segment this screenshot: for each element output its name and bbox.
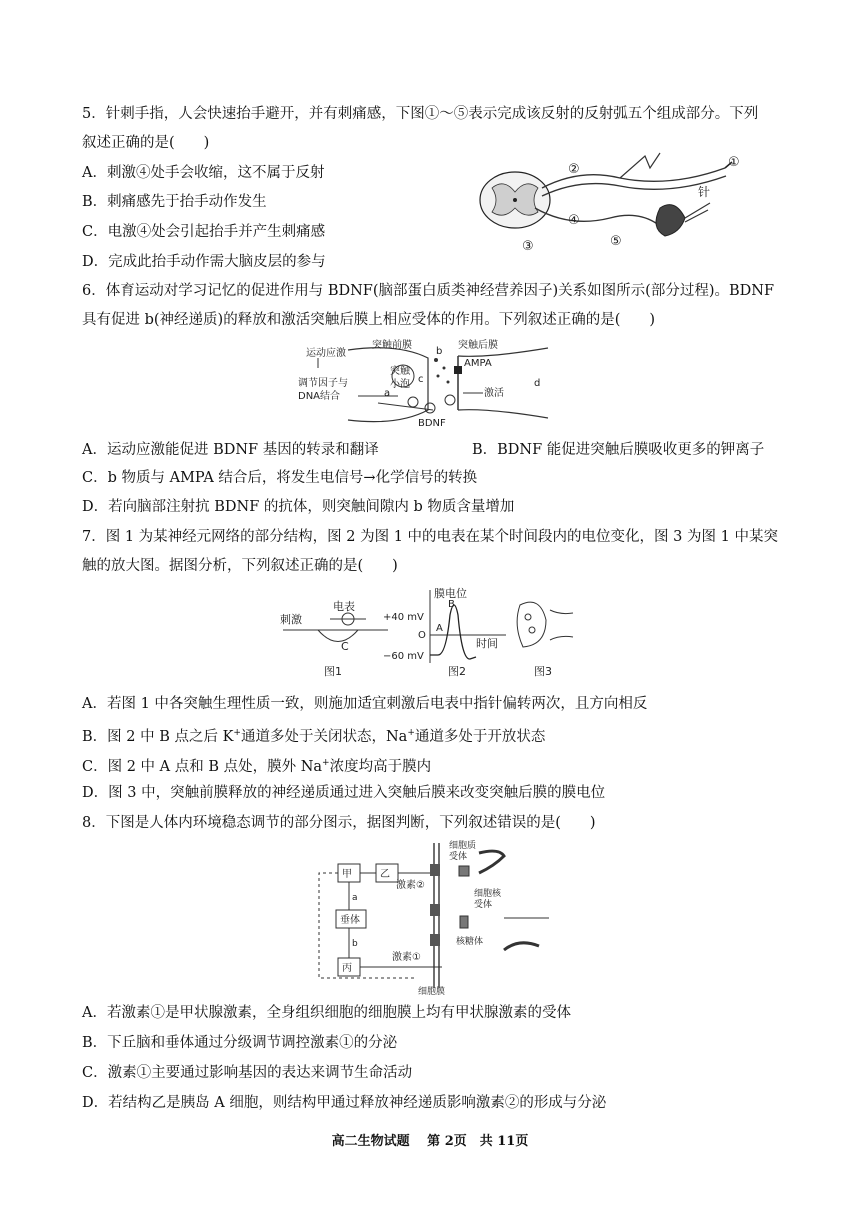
q6-label-regulator2: DNA结合 (298, 391, 341, 402)
q5-stem-line2: 叙述正确的是( ) (82, 135, 210, 151)
q7-option-b: B．图 2 中 B 点之后 K+通道多处于关闭状态，Na+通道多处于开放状态 (82, 728, 546, 745)
q8-label-pituitary: 垂体 (340, 915, 360, 926)
q7-label-point-b: B (448, 599, 455, 610)
q6-label-a: a (384, 388, 391, 399)
q6-label-b: b (436, 346, 443, 357)
q5-option-c: C．电激④处会引起抬手并产生刺痛感 (82, 224, 326, 240)
q8-label-nuc1: 细胞核 (474, 889, 502, 899)
q5-option-a: A．刺激④处手会收缩，这不属于反射 (82, 165, 325, 181)
q7-label-fig3: 图3 (534, 665, 552, 678)
q6-stem-line2: 具有促进 b(神经递质)的释放和激活突触后膜上相应受体的作用。下列叙述正确的是( ) (82, 312, 656, 328)
q6-label-d: d (534, 378, 541, 389)
q5-option-d: D．完成此抬手动作需大脑皮层的参与 (82, 254, 326, 270)
q8-option-a: A．若激素①是甲状腺激素，全身组织细胞的细胞膜上均有甲状腺激素的受体 (82, 1005, 571, 1021)
q6-label-vesicle2: 小泡 (390, 379, 410, 390)
q7-label-point-a: A (436, 623, 443, 634)
q5-label-5: ⑤ (610, 234, 622, 249)
q8-label-yi: 乙 (380, 869, 390, 880)
q8-label-membrane: 细胞膜 (418, 987, 446, 997)
page-footer: 高二生物试题 第 2页 共 11页 (331, 1134, 529, 1149)
q5-label-3: ③ (522, 239, 534, 254)
q8-label-cyto1: 细胞质 (449, 841, 477, 851)
q7-label-zero: O (418, 630, 426, 641)
q6-label-c: c (418, 374, 424, 385)
q7-option-c: C．图 2 中 A 点和 B 点处，膜外 Na+浓度均高于膜内 (82, 758, 432, 775)
q6-label-activate: 激活 (484, 388, 504, 399)
q8-option-d: D．若结构乙是胰岛 A 细胞，则结构甲通过释放神经递质影响激素②的形成与分泌 (82, 1095, 607, 1111)
q6-label-ampa: AMPA (464, 358, 492, 369)
q5-option-b: B．刺痛感先于抬手动作发生 (82, 194, 267, 210)
q5-label-4: ④ (568, 213, 580, 228)
q7-neuron-figure (278, 585, 578, 685)
q7-label-c: C (341, 640, 349, 653)
q6-option-a: A．运动应激能促进 BDNF 基因的转录和翻译 (82, 442, 379, 458)
q5-label-2: ② (568, 162, 580, 177)
q8-label-hormone2: 激素② (396, 880, 425, 891)
q8-label-hormone1: 激素① (392, 952, 421, 963)
q7-option-a: A．若图 1 中各突触生理性质一致，则施加适宜刺激后电表中指针偏转两次，且方向相反 (82, 696, 648, 712)
q8-label-cyto2: 受体 (449, 852, 468, 862)
q6-label-bdnf: BDNF (418, 418, 446, 429)
q7-label-potential: 膜电位 (434, 587, 467, 600)
q7-label-time: 时间 (476, 637, 498, 650)
q6-label-vesicle1: 突触 (390, 366, 410, 377)
q6-label-stress: 运动应激 (306, 348, 346, 359)
q5-label-needle: 针 (698, 185, 711, 199)
q7-label-p40: +40 mV (383, 612, 424, 623)
q8-label-nuc2: 受体 (474, 900, 493, 910)
q5-reflex-arc-figure (470, 148, 790, 258)
q8-label-ribosome: 核糖体 (456, 937, 484, 947)
q8-stem: 8．下图是人体内环境稳态调节的部分图示，据图判断，下列叙述错误的是( ) (82, 815, 596, 831)
q6-option-d: D．若向脑部注射抗 BDNF 的抗体，则突触间隙内 b 物质含量增加 (82, 499, 515, 515)
q5-stem-line1: 5．针刺手指，人会快速抬手避开，并有刺痛感，下图①～⑤表示完成该反射的反射弧五个组成部分。下列 (82, 106, 759, 122)
q7-label-m60: −60 mV (383, 651, 424, 662)
q8-homeostasis-figure (314, 838, 564, 998)
q7-stem-line2: 触的放大图。据图分析，下列叙述正确的是( ) (82, 558, 398, 574)
q7-label-meter: 电表 (333, 600, 355, 613)
q7-stem-line1: 7．图 1 为某神经元网络的部分结构，图 2 为图 1 中的电表在某个时间段内的电位变化，图 3 为图 1 中某突 (82, 529, 778, 545)
q6-label-post: 突触后膜 (458, 340, 498, 351)
q6-label-pre: 突触前膜 (372, 340, 412, 351)
q6-option-c: C．b 物质与 AMPA 结合后，将发生电信号→化学信号的转换 (82, 470, 478, 486)
q8-label-a: a (352, 893, 358, 903)
q8-label-bing: 丙 (342, 963, 352, 974)
q8-option-c: C．激素①主要通过影响基因的表达来调节生命活动 (82, 1065, 413, 1081)
q6-option-b: B．BDNF 能促进突触后膜吸收更多的钾离子 (472, 442, 765, 458)
q8-option-b: B．下丘脑和垂体通过分级调节调控激素①的分泌 (82, 1035, 398, 1051)
q7-label-fig1: 图1 (324, 665, 342, 678)
q6-bdnf-synapse-figure (298, 338, 568, 430)
q7-label-stim: 刺激 (280, 613, 302, 626)
q8-label-jia: 甲 (342, 869, 352, 880)
q8-label-b: b (352, 939, 358, 949)
q6-stem-line1: 6．体育运动对学习记忆的促进作用与 BDNF(脑部蛋白质类神经营养因子)关系如图所示(部分过程)。BDNF (82, 283, 775, 299)
q7-label-fig2: 图2 (448, 665, 466, 678)
q5-label-1: ① (728, 155, 740, 170)
q6-label-regulator1: 调节因子与 (298, 378, 348, 389)
q7-option-d: D．图 3 中，突触前膜释放的神经递质通过进入突触后膜来改变突触后膜的膜电位 (82, 785, 606, 801)
